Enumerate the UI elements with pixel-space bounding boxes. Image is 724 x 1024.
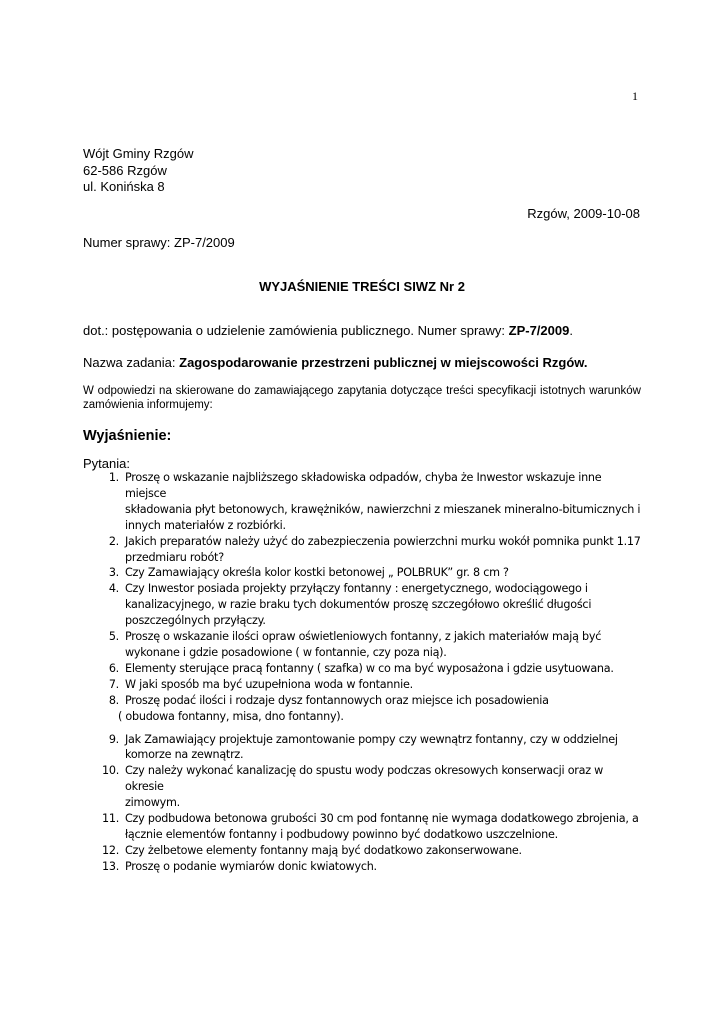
item-line: Czy należy wykonać kanalizację do spustu wody podczas okresowych konserwacji oraz w okresie (125, 764, 604, 794)
list-item (84, 581, 644, 629)
item-line: Proszę o podanie wymiarów donic kwiatowych. (125, 859, 377, 873)
task-prefix: Nazwa zadania: (83, 355, 180, 370)
item-line: poszczególnych przyłączy. (125, 614, 266, 628)
intro-paragraph: W odpowiedzi na skierowane do zamawiającego zapytania dotyczące treści specyfikacji istotnych warunków zamówienia informujemy: (83, 385, 641, 411)
item-line: W jaki sposób ma być uzupełniona woda w fontannie. (125, 677, 413, 691)
address-line: Wójt Gminy Rzgów (83, 146, 194, 161)
list-item (84, 565, 644, 581)
list-item (84, 763, 644, 811)
item-line: Proszę o wskazanie ilości opraw oświetleniowych fontanny, z jakich materiałów mają być (125, 630, 602, 644)
proceeding-suffix: . (569, 323, 573, 338)
item-line: komorze na zewnątrz. (125, 748, 244, 762)
item-number: 4. (108, 582, 119, 596)
task-name (83, 355, 588, 370)
item-number: 12. (101, 843, 119, 857)
list-item (84, 693, 644, 709)
item-number: 3. (108, 566, 119, 580)
item-line: kanalizacyjnego, w razie braku tych dokumentów proszę szczegółowo określić długości (125, 598, 592, 612)
item-line: wykonane i gdzie posadowione ( w fontannie, czy poza nią). (125, 645, 447, 659)
item-number: 10. (101, 764, 119, 778)
item-line: przedmiaru robót? (125, 550, 224, 564)
task-title: Zagospodarowanie przestrzeni publicznej w miejscowości Rzgów. (179, 355, 588, 370)
item-number: 8. (108, 693, 119, 707)
item-line: Proszę o wskazanie najbliższego składowiska odpadów, chyba że Inwestor wskazuje inne miejsce (125, 471, 602, 500)
item-number: 5. (108, 630, 119, 644)
page-number: 1 (632, 89, 638, 103)
item-line: Jak Zamawiający projektuje zamontowanie pompy czy wewnątrz fontanny, czy w oddzielnej (125, 732, 618, 746)
questions-list (84, 470, 644, 875)
list-item (84, 534, 644, 566)
item-line: Czy żelbetowe elementy fontanny mają być dodatkowo zakonserwowane. (125, 843, 522, 857)
list-item (84, 859, 644, 875)
proceeding-prefix: dot.: postępowania o udzielenie zamówienia publicznego. Numer sprawy: (83, 323, 509, 338)
item-line: Czy Zamawiający określa kolor kostki betonowej „ POLBRUK” gr. 8 cm ? (125, 566, 509, 580)
list-item (84, 843, 644, 859)
item-line: Elementy sterujące pracą fontanny ( szafka) w co ma być wyposażona i gdzie usytuowana. (125, 661, 614, 675)
list-item (84, 811, 644, 843)
explanation-heading: Wyjaśnienie: (83, 428, 172, 444)
item-number: 9. (108, 732, 119, 746)
list-item (84, 732, 644, 764)
item-line: zimowym. (125, 796, 180, 810)
sender-address (83, 146, 194, 196)
item-line: składowania płyt betonowych, krawężników, nawierzchni z mieszanek mineralno-bitumicznych i (125, 502, 641, 516)
proceeding-reference (83, 323, 573, 338)
list-item (84, 629, 644, 661)
item-number: 1. (108, 471, 119, 484)
address-line: 62-586 Rzgów (83, 162, 167, 178)
list-spacer (84, 725, 644, 732)
address-line: ul. Konińska 8 (83, 179, 165, 194)
item-line: Czy Inwestor posiada projekty przyłączy fontanny : energetycznego, wodociągowego i (125, 582, 588, 596)
item-number: 7. (108, 677, 119, 691)
proceeding-number: ZP-7/2009 (508, 323, 570, 338)
item-line: innych materiałów z rozbiórki. (125, 518, 286, 532)
item-number: 11. (101, 812, 119, 826)
item-number: 13. (101, 859, 119, 873)
item-line: łącznie elementów fontanny i podbudowy powinno być dodatkowo uszczelnione. (125, 827, 558, 841)
item-line: ( obudowa fontanny, misa, dno fontanny). (118, 709, 344, 723)
item-line: Proszę podać ilości i rodzaje dysz fontannowych oraz miejsce ich posadowienia (125, 693, 549, 707)
case-number: Numer sprawy: ZP-7/2009 (83, 235, 235, 250)
item-line: Czy podbudowa betonowa grubości 30 cm pod fontannę nie wymaga dodatkowego zbrojenia, a (125, 812, 639, 826)
place-date: Rzgów, 2009-10-08 (527, 206, 640, 221)
item-number: 6. (108, 661, 119, 675)
document-title: WYJAŚNIENIE TREŚCI SIWZ Nr 2 (259, 279, 465, 294)
item-line: Jakich preparatów należy użyć do zabezpieczenia powierzchni murku wokół pomnika punkt 1.17 (125, 534, 641, 548)
list-item (84, 470, 644, 534)
list-item (84, 677, 644, 693)
item-number: 2. (108, 534, 119, 548)
list-item (84, 661, 644, 677)
questions-heading: Pytania: (83, 456, 130, 471)
list-item-continuation (84, 709, 644, 725)
